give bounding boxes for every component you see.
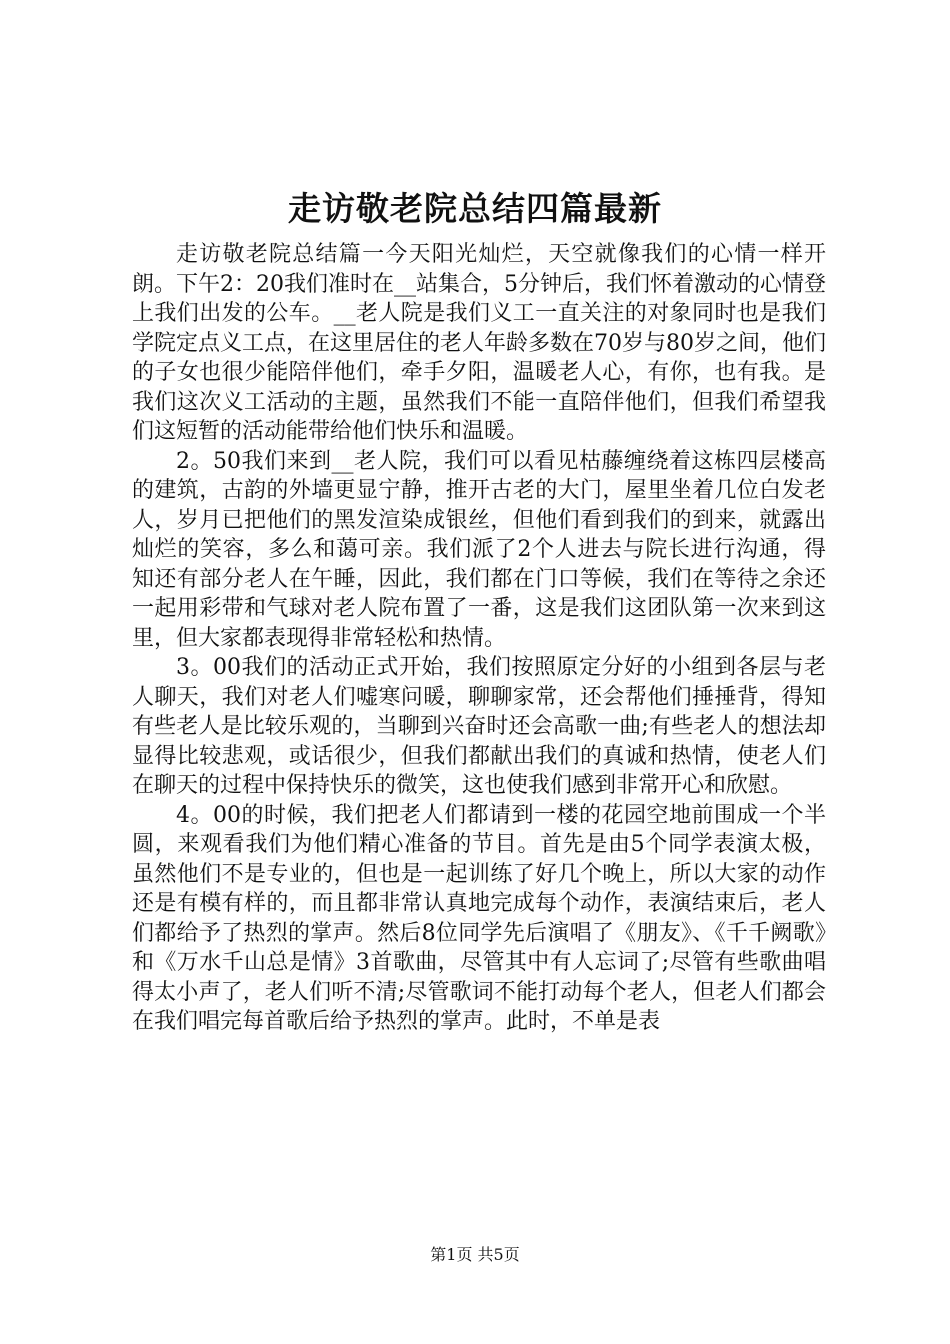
- paragraph-4: 4。00的时候，我们把老人们都请到一楼的花园空地前围成一个半圆，来观看我们为他们精心准备的节目。首先是由5个同学表演太极，虽然他们不是专业的，但也是一起训练了好几个晚上，所以大家的动作还是有模有样的，而且都非常认真地完成每个动作，表演结束后，老人们都给予了热烈的掌声。然后8位同学先后演唱了《朋友》、《千千阙歌》和《万水千山总是情》3首歌曲，尽管其中有人忘词了;尽管有些歌曲唱得太小声了，老人们听不清;尽管歌词不能打动每个老人，但老人们都会在我们唱完每首歌后给予热烈的掌声。此时，不单是表: [132, 802, 826, 1034]
- document-body: [132, 240, 826, 1037]
- paragraph-2: 2。50我们来到__老人院，我们可以看见枯藤缠绕着这栋四层楼高的建筑，古韵的外墙更显宁静，推开古老的大门，屋里坐着几位白发老人，岁月已把他们的黑发渲染成银丝，但他们看到我们的到来，就露出灿烂的笑容，多么和蔼可亲。我们派了2个人进去与院长进行沟通，得知还有部分老人在午睡，因此，我们都在门口等候，我们在等待之余还一起用彩带和气球对老人院布置了一番，这是我们这团队第一次来到这里，但大家都表现得非常轻松和热情。: [132, 448, 826, 651]
- paragraph-1: 走访敬老院总结篇一今天阳光灿烂，天空就像我们的心情一样开朗。下午2：20我们准时在__站集合，5分钟后，我们怀着激动的心情登上我们出发的公车。__老人院是我们义工一直关注的对象同时也是我们学院定点义工点，在这里居住的老人年龄多数在70岁与80岁之间，他们的子女也很少能陪伴他们，牵手夕阳，温暖老人心，有你，也有我。是我们这次义工活动的主题，虽然我们不能一直陪伴他们，但我们希望我们这短暂的活动能带给他们快乐和温暖。: [132, 242, 826, 444]
- page-title: 走访敬老院总结四篇最新: [288, 189, 662, 228]
- page-number-footer: 第1页 共5页: [430, 1245, 520, 1264]
- paragraph-3: 3。00我们的活动正式开始，我们按照原定分好的小组到各层与老人聊天，我们对老人们嘘寒问暖，聊聊家常，还会帮他们捶捶背，得知有些老人是比较乐观的，当聊到兴奋时还会高歌一曲;有些老人的想法却显得比较悲观，或话很少，但我们都献出我们的真诚和热情，使老人们在聊天的过程中保持快乐的微笑，这也使我们感到非常开心和欣慰。: [132, 655, 826, 798]
